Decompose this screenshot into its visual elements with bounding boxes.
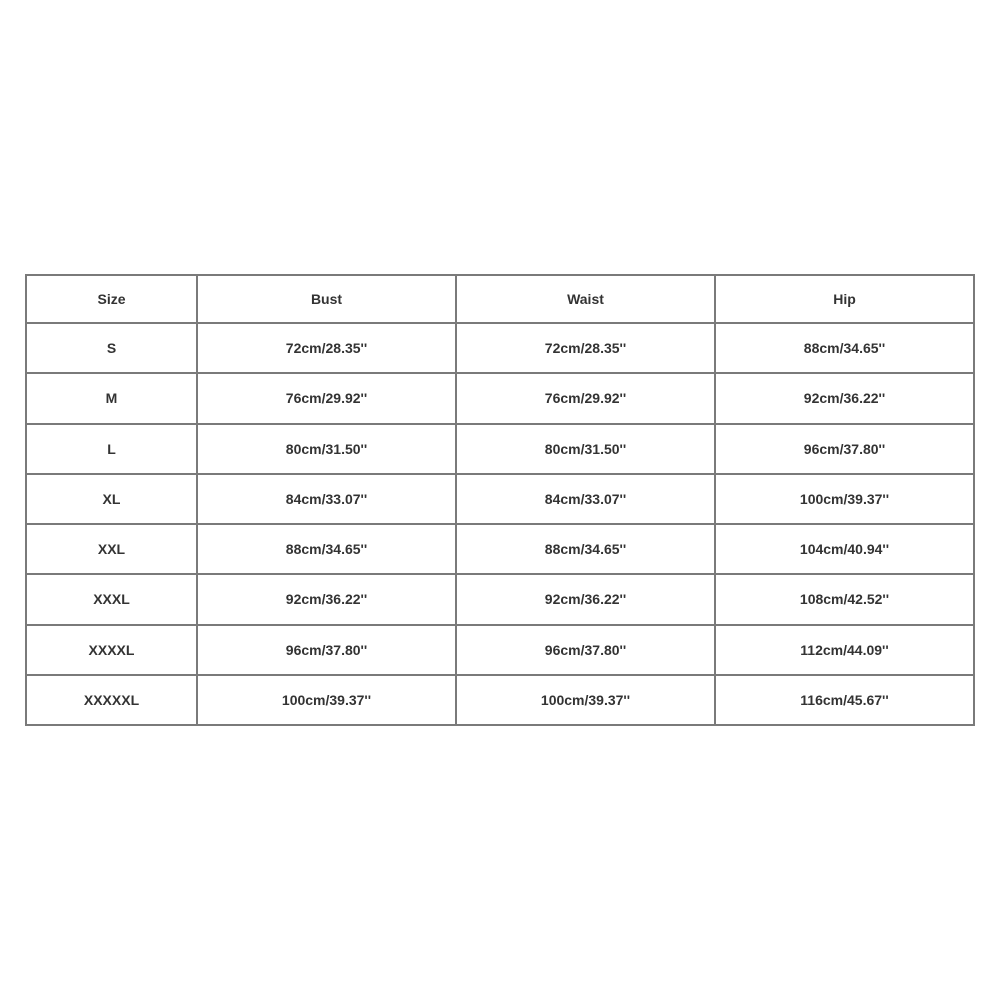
waist-cell: 76cm/29.92'' bbox=[456, 373, 715, 423]
size-cell: XXXXL bbox=[26, 625, 197, 675]
bust-cell: 100cm/39.37'' bbox=[197, 675, 456, 725]
waist-cell: 72cm/28.35'' bbox=[456, 323, 715, 373]
hip-cell: 96cm/37.80'' bbox=[715, 424, 974, 474]
table-row bbox=[26, 675, 974, 725]
waist-cell: 100cm/39.37'' bbox=[456, 675, 715, 725]
waist-cell: 92cm/36.22'' bbox=[456, 574, 715, 624]
size-cell: XXXL bbox=[26, 574, 197, 624]
hip-cell: 108cm/42.52'' bbox=[715, 574, 974, 624]
waist-cell: 84cm/33.07'' bbox=[456, 474, 715, 524]
waist-cell: 80cm/31.50'' bbox=[456, 424, 715, 474]
waist-cell: 88cm/34.65'' bbox=[456, 524, 715, 574]
table-row bbox=[26, 625, 974, 675]
bust-cell: 84cm/33.07'' bbox=[197, 474, 456, 524]
table-row bbox=[26, 474, 974, 524]
size-cell: XXXXXL bbox=[26, 675, 197, 725]
table-row bbox=[26, 323, 974, 373]
size-cell: M bbox=[26, 373, 197, 423]
size-cell: XXL bbox=[26, 524, 197, 574]
header-row bbox=[26, 275, 974, 323]
table-row bbox=[26, 424, 974, 474]
hip-cell: 92cm/36.22'' bbox=[715, 373, 974, 423]
waist-cell: 96cm/37.80'' bbox=[456, 625, 715, 675]
table-row bbox=[26, 524, 974, 574]
size-chart-table bbox=[25, 274, 975, 726]
size-cell: S bbox=[26, 323, 197, 373]
hip-cell: 100cm/39.37'' bbox=[715, 474, 974, 524]
header-bust: Bust bbox=[197, 275, 456, 323]
bust-cell: 72cm/28.35'' bbox=[197, 323, 456, 373]
bust-cell: 92cm/36.22'' bbox=[197, 574, 456, 624]
bust-cell: 80cm/31.50'' bbox=[197, 424, 456, 474]
bust-cell: 96cm/37.80'' bbox=[197, 625, 456, 675]
header-waist: Waist bbox=[456, 275, 715, 323]
hip-cell: 104cm/40.94'' bbox=[715, 524, 974, 574]
header-hip: Hip bbox=[715, 275, 974, 323]
bust-cell: 76cm/29.92'' bbox=[197, 373, 456, 423]
hip-cell: 88cm/34.65'' bbox=[715, 323, 974, 373]
size-cell: L bbox=[26, 424, 197, 474]
header-size: Size bbox=[26, 275, 197, 323]
hip-cell: 112cm/44.09'' bbox=[715, 625, 974, 675]
table-row bbox=[26, 373, 974, 423]
size-cell: XL bbox=[26, 474, 197, 524]
hip-cell: 116cm/45.67'' bbox=[715, 675, 974, 725]
bust-cell: 88cm/34.65'' bbox=[197, 524, 456, 574]
table-row bbox=[26, 574, 974, 624]
